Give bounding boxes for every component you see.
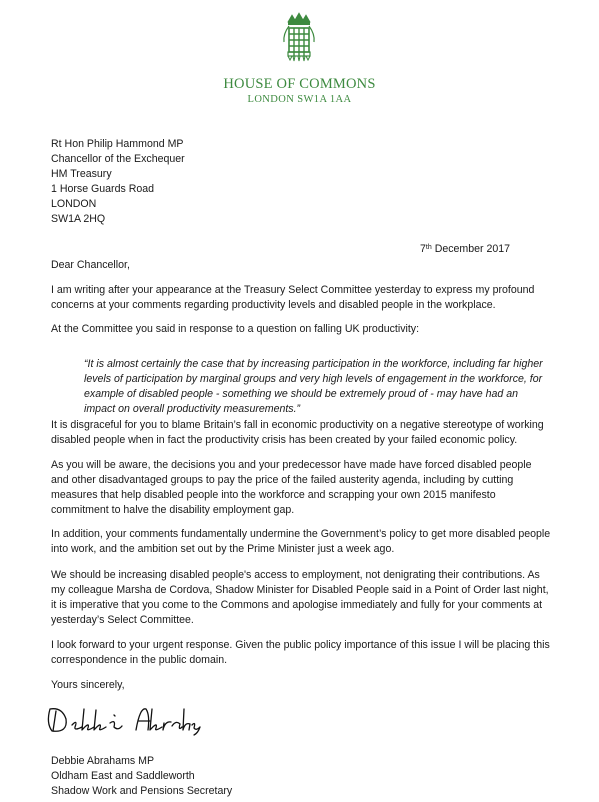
letter-date <box>420 242 510 257</box>
paragraph-4 <box>51 458 551 518</box>
recipient-line: 1 Horse Guards Road <box>51 183 155 195</box>
paragraph-text: It is disgraceful for you to blame Britain’s fall in economic productivity on a negative stereotype of working disabled people when in fact the productivity crisis has been created by your failed economic policy. <box>51 419 544 446</box>
letterhead-address: LONDON SW1A 1AA <box>247 94 352 105</box>
paragraph-7 <box>51 638 551 668</box>
signoff-name: Debbie Abrahams MP <box>51 755 155 767</box>
portcullis-icon <box>280 12 318 62</box>
recipient-line: Chancellor of the Exchequer <box>51 153 185 165</box>
paragraph-text: As you will be aware, the decisions you and your predecessor have made have forced disabled people and other disadvantaged groups to pay the price of the failed austerity agenda, including by cutting measures that help disabled people into the workforce and scrapping your own 2015 manifesto commitment to halve the disability employment gap. <box>51 459 532 516</box>
paragraph-text: At the Committee you said in response to a question on falling UK productivity: <box>51 323 420 335</box>
salutation: Dear Chancellor, <box>51 259 130 271</box>
date-rest: December 2017 <box>431 243 511 255</box>
paragraph-3 <box>51 418 551 448</box>
paragraph-2 <box>51 322 551 337</box>
date-suffix: th <box>425 244 432 251</box>
paragraph-text: I am writing after your appearance at the Treasury Select Committee yesterday to express my profound concerns at your comments regarding productivity levels and disabled people in the workplace. <box>51 284 535 311</box>
closing: Yours sincerely, <box>51 679 125 691</box>
paragraph-1 <box>51 283 551 313</box>
recipient-address <box>51 137 185 227</box>
signature-image <box>44 697 204 739</box>
signoff-role: Shadow Work and Pensions Secretary <box>51 785 233 797</box>
paragraph-text: I look forward to your urgent response. Given the public policy importance of this issue I will be placing this correspondence in the public domain. <box>51 639 550 666</box>
recipient-line: HM Treasury <box>51 168 112 180</box>
paragraph-text: In addition, your comments fundamentally undermine the Government’s policy to get more disabled people into work, and the ambition set out by the Prime Minister just a week ago. <box>51 528 551 555</box>
recipient-line: LONDON <box>51 198 97 210</box>
recipient-line: SW1A 2HQ <box>51 213 106 225</box>
paragraph-6 <box>51 568 551 628</box>
paragraph-5 <box>51 527 551 557</box>
signoff-constituency: Oldham East and Saddleworth <box>51 770 195 782</box>
paragraph-text: We should be increasing disabled people's access to employment, not denigrating their contributions. As my colleague Marsha de Cordova, Shadow Minister for Disabled People said in a Point of Order last night, it is imperative that you come to the Commons and apologise immediately and fully for your comments at yesterday’s Select Committee. <box>51 569 549 626</box>
recipient-line: Rt Hon Philip Hammond MP <box>51 138 184 150</box>
date-day: 7 <box>420 243 426 255</box>
signoff-block <box>51 754 232 799</box>
quotation-text: “It is almost certainly the case that by increasing participation in the workforce, including far higher levels of participation by marginal groups and very high levels of engagement in the workforce, for example of disabled people - something we should be extremely proud of - may have had an impact on overall productivity measurements.” <box>84 357 543 415</box>
quotation <box>84 346 544 427</box>
letterhead-title: HOUSE OF COMMONS <box>223 76 376 92</box>
